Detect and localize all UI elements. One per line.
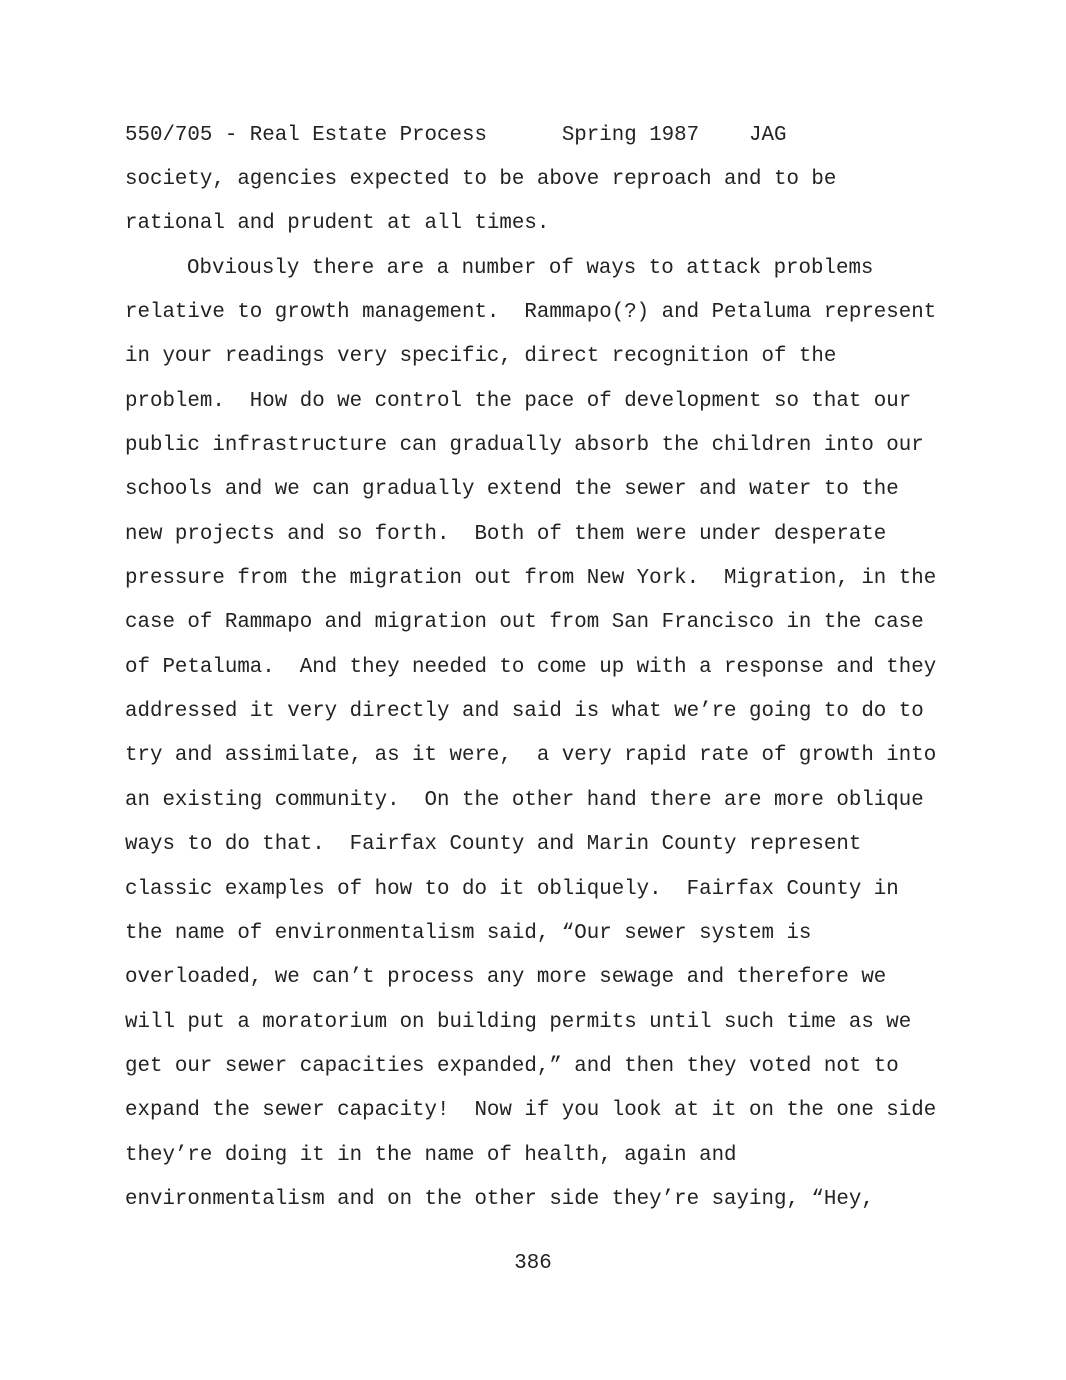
term: Spring 1987 [561,124,700,147]
text-line: problem. How do we control the pace of development so that our [125,389,912,413]
text-line: new projects and so forth. Both of them were under desperate [125,522,887,546]
page-header [125,122,787,150]
page-number: 386 [514,1252,552,1275]
text-line: the name of environmentalism said, “Our sewer system is [125,921,812,945]
text-line: an existing community. On the other hand there are more oblique [125,788,924,812]
text-line: public infrastructure can gradually absorb the children into our [125,434,924,458]
text-line: society, agencies expected to be above reproach and to be [125,168,837,191]
text-line: try and assimilate, as it were, a very rapid rate of growth into [125,744,937,768]
text-line: rational and prudent at all times. [125,212,550,236]
text-line: expand the sewer capacity! Now if you look at it on the one side [125,1099,937,1123]
text-line: relative to growth management. Rammapo(?) and Petaluma represent [125,301,937,325]
text-line: pressure from the migration out from New York. Migration, in the [125,567,937,591]
text-line: case of Rammapo and migration out from San Francisco in the case [125,611,924,635]
text-line: in your readings very specific, direct recognition of the [125,345,837,369]
text-line: get our sewer capacities expanded,” and then they voted not to [125,1054,899,1078]
text-line: of Petaluma. And they needed to come up with a response and they [125,655,937,679]
text-line: schools and we can gradually extend the sewer and water to the [125,478,899,502]
course-title: 550/705 - Real Estate Process [125,124,487,147]
text-line: classic examples of how to do it obliquely. Fairfax County in [125,877,899,901]
text-line: environmentalism and on the other side they’re saying, “Hey, [125,1187,874,1211]
paragraph-first-line: Obviously there are a number of ways to attack problems [187,256,874,280]
text-line: overloaded, we can’t process any more sewage and therefore we [125,966,887,990]
body-text [125,166,955,1230]
author-initials: JAG [749,124,787,147]
text-line: will put a moratorium on building permits until such time as we [125,1010,912,1034]
text-line: ways to do that. Fairfax County and Marin County represent [125,833,862,857]
text-line: addressed it very directly and said is what we’re going to do to [125,700,924,724]
text-line: they’re doing it in the name of health, again and [125,1143,737,1167]
